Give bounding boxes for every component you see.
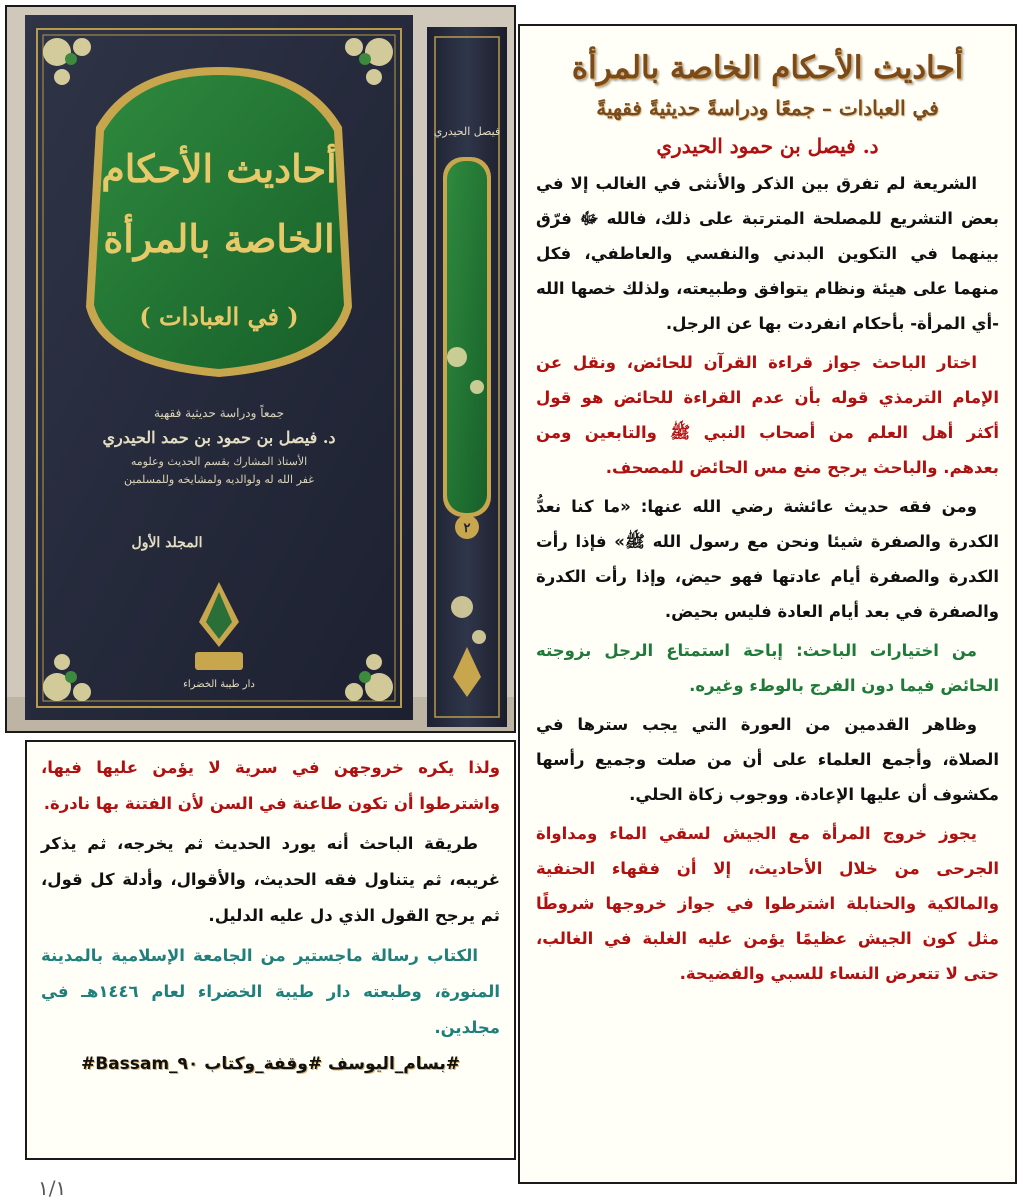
cover-credit: الأستاذ المشارك بقسم الحديث وعلومه	[130, 455, 308, 468]
cover-title-line-2: الخاصة بالمرأة	[103, 216, 335, 261]
summary-paragraph: ولذا يكره خروجهن في سرية لا يؤمن عليها فيها، واشترطوا أن تكون طاعنة في السن لأن الفتنة بها نادرة.	[41, 758, 500, 813]
page-number: ١/١	[38, 1176, 67, 1200]
article-paragraph: اختار الباحث جواز قراءة القرآن للحائض، ونقل عن الإمام الترمذي قوله بأن عدم القراءة للحائض هو قول أكثر أهل العلم من أصحاب النبي ﷺ والتابعين ومن بعدهم. والباحث يرجح منع مس الحائض للمصحف.	[536, 353, 999, 477]
cover-author: د. فيصل بن حمود بن حمد الحيدري	[102, 428, 336, 447]
book-illustration	[7, 7, 514, 731]
cover-desc: جمعاً ودراسة حديثية فقهية	[153, 406, 285, 420]
article-title: أحاديث الأحكام الخاصة بالمرأة	[571, 50, 964, 86]
article-paragraph: يجوز خروج المرأة مع الجيش لسقي الماء ومداواة الجرحى من خلال الأحاديث، إلا أن فقهاء الحنفية والمالكية والحنابلة اشترطوا في جواز خروجها شروطًا مثل كون الجيش عظيمًا يؤمن عليه الغلبة في الغالب، حتى لا تتعرض النساء للسبي والفضيحة.	[536, 824, 999, 983]
book-photo	[5, 5, 516, 733]
article-panel	[518, 24, 1017, 1184]
publisher-name: دار طيبة الخضراء	[183, 679, 255, 690]
cover-dua: غفر الله له ولوالديه ولمشايخه وللمسلمين	[124, 473, 314, 486]
summary-panel	[25, 740, 516, 1160]
cover-volume: المجلد الأول	[131, 535, 203, 551]
article-author: د. فيصل بن حمود الحيدري	[656, 134, 879, 158]
summary-paragraph: طريقة الباحث أنه يورد الحديث ثم يخرجه، ثم يذكر غريبه، ثم يتناول فقه الحديث، والأقوال، وأدلة كل قول، ثم يرجح القول الذي دل عليه الدليل.	[41, 834, 500, 925]
cover-subtitle: ( في العبادات )	[139, 302, 299, 331]
article-paragraph: وظاهر القدمين من العورة التي يجب سترها في الصلاة، وأجمع العلماء على أن من صلت وجميع رأسها مكشوف أن عليها الإعادة. ووجوب زكاة الحلي.	[536, 715, 999, 804]
article-paragraph: ومن فقه حديث عائشة رضي الله عنها: «ما كنا نعدُّ الكدرة والصفرة شيئا ونحن مع رسول الله ﷺ» فإذا رأت الكدرة والصفرة أيام عادتها فهو حيض، وإذا رأت الكدرة والصفرة في بعد أيام العادة فليس بحيض.	[536, 497, 999, 621]
spine-volume: ٢	[463, 521, 471, 536]
article-subtitle: في العبادات – جمعًا ودراسةً حديثيةً فقهيةً	[596, 96, 939, 120]
hashtags: #بسام_اليوسف #وقفة_وكتاب ٩٠_Bassam#	[80, 1054, 461, 1074]
article-paragraph: من اختيارات الباحث: إباحة استمتاع الرجل بزوجته الحائض فيما دون الفرج بالوطء وغيره.	[536, 641, 999, 695]
cover-title-line-1: أحاديث الأحكام	[101, 146, 337, 191]
spine-author: فيصل الحيدري	[433, 125, 501, 138]
summary-paragraph: الكتاب رسالة ماجستير من الجامعة الإسلامية بالمدينة المنورة، وطبعته دار طيبة الخضراء لعام ١٤٤٦هـ في مجلدين.	[41, 946, 500, 1037]
article-paragraph: الشريعة لم تفرق بين الذكر والأنثى في الغالب إلا في بعض التشريع للمصلحة المترتبة على ذلك، فالله ﷻ فرّق بينهما في التكوين البدني والنفسي والعاطفي، فكل منهما على هيئة ونظام يتوافق وطبيعته، ولذلك خصها الله -أي المرأة- بأحكام انفردت بها عن الرجل.	[536, 174, 999, 333]
